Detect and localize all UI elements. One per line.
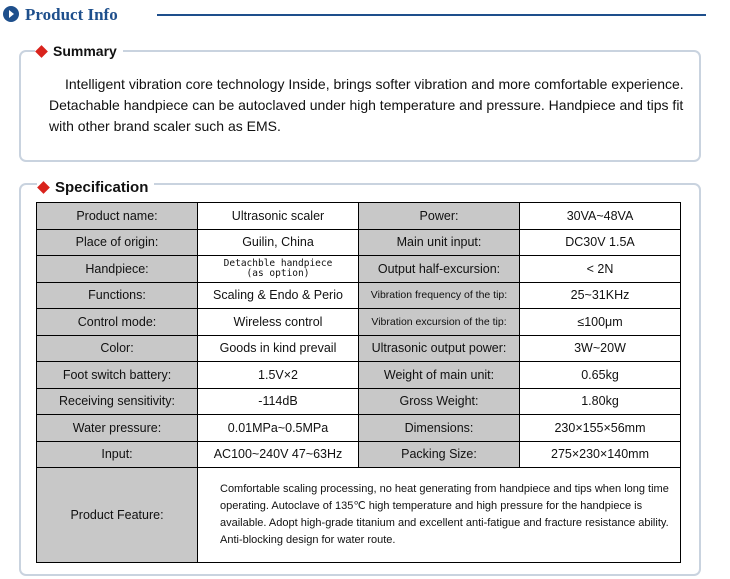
spec-label: Functions: — [37, 282, 198, 309]
spec-value: Goods in kind prevail — [198, 335, 359, 362]
table-row — [37, 309, 681, 336]
spec-value: 0.01MPa~0.5MPa — [198, 415, 359, 442]
table-row — [37, 256, 681, 283]
page-title: Product Info — [25, 5, 118, 24]
specification-table — [36, 202, 681, 563]
spec-label: Weight of main unit: — [359, 362, 520, 389]
spec-label: Power: — [359, 203, 520, 230]
table-row — [37, 282, 681, 309]
spec-label: Output half-excursion: — [359, 256, 520, 283]
summary-panel — [19, 43, 701, 162]
spec-value: Ultrasonic scaler — [198, 203, 359, 230]
spec-value: 230×155×56mm — [520, 415, 681, 442]
specification-heading — [37, 179, 154, 196]
spec-label: Main unit input: — [359, 229, 520, 256]
spec-label: Color: — [37, 335, 198, 362]
spec-value: 1.5V×2 — [198, 362, 359, 389]
spec-value: Guilin, China — [198, 229, 359, 256]
red-diamond-icon — [37, 181, 50, 194]
spec-value: DC30V 1.5A — [520, 229, 681, 256]
table-row — [37, 441, 681, 468]
table-row — [37, 335, 681, 362]
specification-panel — [19, 179, 701, 576]
spec-label: Product name: — [37, 203, 198, 230]
spec-value: Detachble handpiece (as option) — [198, 256, 359, 283]
summary-heading-text: Summary — [53, 43, 117, 59]
spec-value: 30VA~48VA — [520, 203, 681, 230]
table-row — [37, 415, 681, 442]
table-row-feature — [37, 468, 681, 563]
spec-value: < 2N — [520, 256, 681, 283]
spec-value: 3W~20W — [520, 335, 681, 362]
spec-label: Vibration excursion of the tip: — [359, 309, 520, 336]
spec-label: Vibration frequency of the tip: — [359, 282, 520, 309]
spec-label: Packing Size: — [359, 441, 520, 468]
spec-value: Scaling & Endo & Perio — [198, 282, 359, 309]
spec-value: 1.80kg — [520, 388, 681, 415]
spec-label: Receiving sensitivity: — [37, 388, 198, 415]
spec-label: Input: — [37, 441, 198, 468]
table-row — [37, 388, 681, 415]
play-circle-icon — [3, 6, 19, 22]
spec-label: Handpiece: — [37, 256, 198, 283]
product-feature-text: Comfortable scaling processing, no heat generating from handpiece and tips when long time operating. Autoclave of 135℃ high temperature and high pressure for the handpiece is available. Adopt high-grade titanium and excellent anti-fatigue and fracture resistance ability. Anti-blocking design for water route. — [198, 468, 681, 563]
spec-label: Dimensions: — [359, 415, 520, 442]
table-row — [37, 362, 681, 389]
spec-value: 275×230×140mm — [520, 441, 681, 468]
spec-value: -114dB — [198, 388, 359, 415]
spec-label: Place of origin: — [37, 229, 198, 256]
red-diamond-icon — [35, 45, 48, 58]
summary-heading — [35, 43, 123, 59]
spec-label: Foot switch battery: — [37, 362, 198, 389]
spec-label: Water pressure: — [37, 415, 198, 442]
table-row — [37, 203, 681, 230]
spec-label: Ultrasonic output power: — [359, 335, 520, 362]
spec-value: AC100~240V 47~63Hz — [198, 441, 359, 468]
product-feature-label: Product Feature: — [37, 468, 198, 563]
spec-value: 25~31KHz — [520, 282, 681, 309]
header-divider — [157, 14, 706, 16]
spec-value: 0.65kg — [520, 362, 681, 389]
spec-value: Wireless control — [198, 309, 359, 336]
spec-value: ≤100μm — [520, 309, 681, 336]
spec-label: Control mode: — [37, 309, 198, 336]
specification-heading-text: Specification — [55, 179, 149, 196]
table-row — [37, 229, 681, 256]
spec-label: Gross Weight: — [359, 388, 520, 415]
summary-text: Intelligent vibration core technology Inside, brings softer vibration and more comfortable experience. Detachable handpiece can be autoclaved under high temperature and pressure. Handpiece and tips fit with other brand scaler such as EMS. — [49, 76, 684, 134]
product-info-header — [0, 0, 730, 30]
